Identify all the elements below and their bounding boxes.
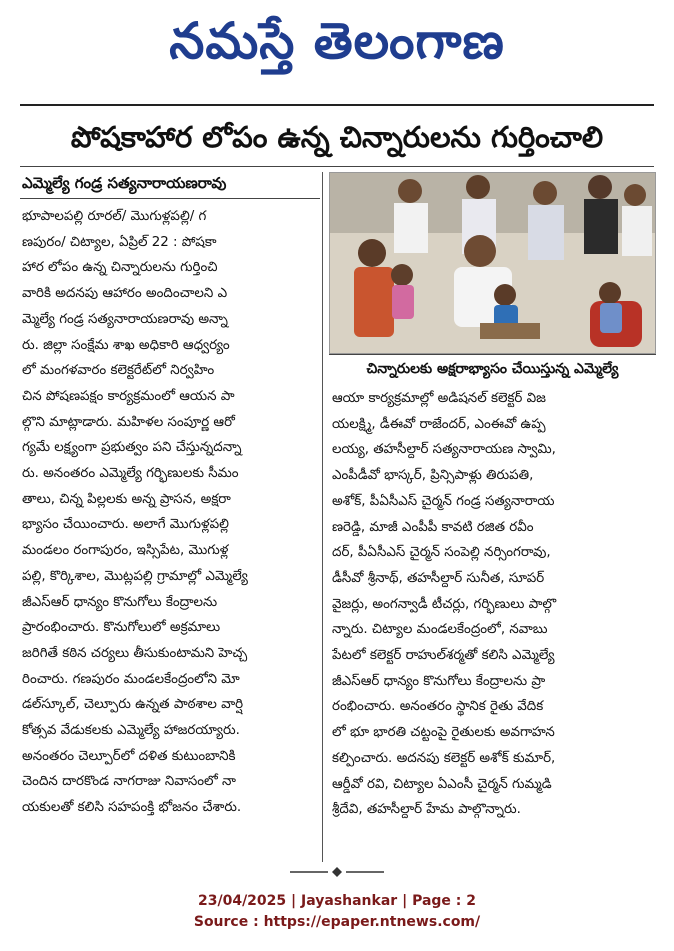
text-line: డీసీవో శ్రీనాథ్, తహసీల్దార్ సునీత, సూపర్	[332, 570, 545, 586]
text-line: జరిగితే కఠిన చర్యలు తీసుకుంటామని హెచ్చ	[22, 645, 248, 661]
article-column-2	[332, 386, 654, 864]
edition-separator: |	[402, 893, 413, 909]
article-byline: ఎమ్మెల్యే గండ్ర సత్యనారాయణరావు	[22, 174, 227, 192]
text-line: రు. జిల్లా సంక్షేమ శాఖ అధికారి ఆధ్వర్యం	[22, 337, 230, 353]
text-line: మ్మెల్యే గండ్ర సత్యనారాయణరావు అన్నా	[22, 311, 228, 327]
text-line: డల్‌స్కూల్, చెల్పూరు ఉన్నత పాఠశాల వార్షి	[22, 697, 244, 713]
text-line: భ్యాసం చేయించారు. అలాగే మొగుళ్లపల్లి	[22, 517, 229, 533]
text-line: పల్లి, కొర్కిశాల, మొట్లపల్లి గ్రామాల్లో ఎమ్మెల్యే	[22, 568, 248, 584]
text-line: కోత్సవ వేడుకలకు ఎమ్మెల్యే హాజరయ్యారు.	[22, 723, 240, 739]
text-line: హార లోపం ఉన్న చిన్నారులను గుర్తించి	[22, 260, 218, 276]
text-line: ల్గొని మాట్లాడారు. మహిళల సంపూర్ణ ఆరో	[22, 414, 235, 430]
text-line: దర్, పీఏసీఎస్ చైర్మన్ సంపెల్లి నర్సింగరావు,	[332, 545, 551, 561]
text-line: యలక్ష్మి, డీఈవో రాజేందర్, ఎంఈవో ఉప్ప	[332, 416, 546, 432]
text-line: లో మంగళవారం కలెక్టరేట్‌లో నిర్వహిం	[22, 363, 215, 379]
edition-info	[0, 890, 674, 912]
edition-separator: |	[291, 893, 302, 909]
masthead	[0, 0, 674, 95]
text-line: రు. అనంతరం ఎమ్మెల్యే గర్భిణులకు సీమం	[22, 466, 239, 482]
text-line: న్నారు. చిట్యాల మండలకేంద్రంలో, నవాబు	[332, 622, 548, 638]
text-line: శ్రీదేవి, తహసీల్దార్ హేమ పాల్గొన్నారు.	[332, 802, 521, 818]
text-line: రంభించారు. అనంతరం స్థానిక రైతు వేదిక	[332, 699, 544, 715]
text-line: ఎంపీడీవో భాస్కర్, ప్రిన్సిపాళ్లు తిరుపతి,	[332, 468, 534, 484]
article-column-1	[22, 204, 318, 864]
photo-illustration	[330, 173, 655, 353]
text-line: ణరెడ్డి, మాజీ ఎంపీపీ కావటి రజిత రవీం	[332, 519, 534, 535]
masthead-title: నమస్తే తెలంగాణ	[169, 12, 505, 70]
headline-divider	[20, 166, 654, 167]
text-line: అనంతరం చెల్పూర్‌లో దళిత కుటుంబానికి	[22, 748, 236, 764]
photo-caption: చిన్నారులకు అక్షరాభ్యాసం చేయిస్తున్న ఎమ్మెల్యే	[366, 361, 619, 377]
edition-district: Jayashankar	[301, 893, 398, 909]
text-line: కల్పించారు. అదనపు కలెక్టర్ అశోక్ కుమార్,	[332, 750, 556, 766]
column-divider	[322, 172, 323, 862]
text-line: భూపాలపల్లి రూరల్/ మొగుళ్లపల్లి/ గ	[22, 209, 207, 224]
caption-divider	[329, 354, 656, 355]
text-line: వైజర్లు, అంగన్వాడీ టీచర్లు, గర్భిణులు పాల్గొ	[332, 596, 557, 612]
text-line: తాలు, చిన్న పిల్లలకు అన్న ప్రాసన, అక్షరా	[22, 491, 231, 507]
edition-page: Page : 2	[412, 893, 477, 909]
article-headline: పోషకాహార లోపం ఉన్న చిన్నారులను గుర్తించాలి	[70, 120, 604, 154]
byline-divider	[20, 198, 320, 199]
text-line: వారికి అదనపు ఆహారం అందించాలని ఎ	[22, 286, 228, 302]
text-line: గ్యమే లక్ష్యంగా ప్రభుత్వం పని చేస్తున్నదన్నా	[22, 440, 242, 456]
text-line: లో భూ భారతి చట్టంపై రైతులకు అవగాహన	[332, 725, 555, 741]
text-line: ప్రారంభించారు. కొనుగోలులో అక్రమాలు	[22, 620, 221, 636]
text-line: ణపురం/ చిట్యాల, ఏప్రిల్ 22 : పోషకా	[22, 234, 217, 250]
text-line: అశోక్, పీఏసీఎస్ చైర్మన్ గండ్ర సత్యనారాయ	[332, 493, 555, 509]
edition-date: 23/04/2025	[197, 893, 287, 909]
text-line: పేటలో కలెక్టర్ రాహుల్‌శర్మతో కలిసి ఎమ్మెల్యే	[332, 648, 555, 664]
source-line: Source : https://epaper.ntnews.com/	[193, 914, 481, 930]
masthead-divider	[20, 104, 654, 106]
text-line: జీఎస్‌ఆర్ ధాన్యం కొనుగోలు కేంద్రాలను ప్రా	[332, 673, 546, 689]
text-line: యకులతో కలిసి సహపంక్తి భోజనం చేశారు.	[22, 800, 242, 816]
article-photo	[329, 172, 656, 354]
text-line: జీఎస్‌ఆర్ ధాన్యం కొనుగోలు కేంద్రాలను	[22, 594, 218, 610]
text-line: మండలం రంగాపురం, ఇస్సిపేట, మొగుళ్ల	[22, 543, 229, 559]
text-line: లయ్య, తహసీల్దార్ సత్యనారాయణ స్వామి,	[332, 442, 556, 458]
text-line: చెందిన దారకొండ నాగరాజు నివాసంలో నా	[22, 774, 236, 790]
text-line: ఆయా కార్యక్రమాల్లో అడిషనల్ కలెక్టర్ విజ	[332, 391, 546, 406]
text-line: రించారు. గణపురం మండలకేంద్రంలోని మో	[22, 671, 240, 687]
end-ornament-icon	[290, 867, 384, 877]
text-line: ఆర్డీవో రవి, చిట్యాల ఏఎంసీ చైర్మన్ గుమ్మడి	[332, 776, 552, 792]
end-ornament	[290, 867, 384, 877]
text-line: చిన పోషణపక్షం కార్యక్రమంలో ఆయన పా	[22, 388, 235, 404]
